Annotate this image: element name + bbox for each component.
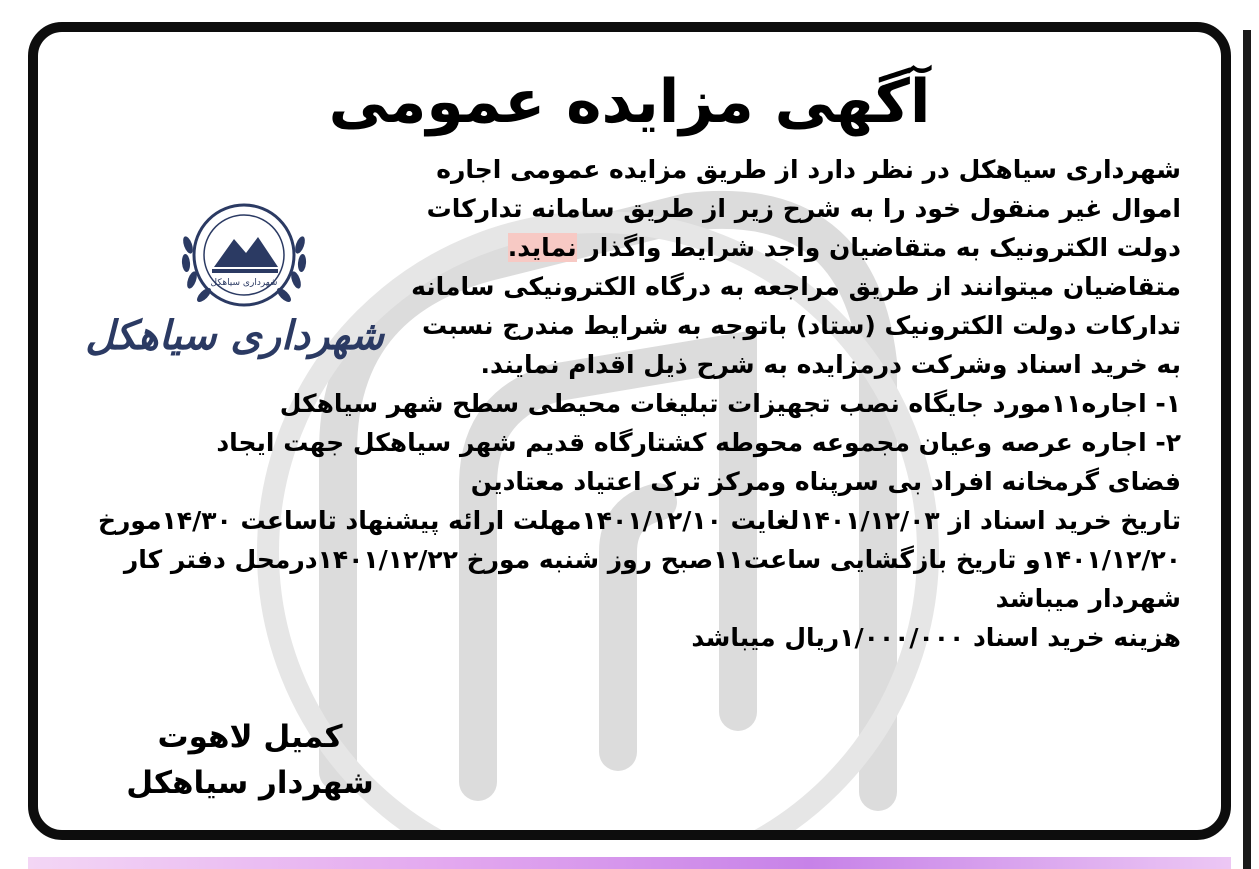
page-edge-bar	[1241, 0, 1259, 869]
body-line-2: اموال غیر منقول خود را به شرح زیر از طریق سامانه تدارکات	[426, 194, 1181, 223]
body-line-1: شهرداری سیاهکل در نظر دارد از طریق مزایده عمومی اجاره	[436, 155, 1181, 184]
bottom-color-strip	[28, 857, 1231, 869]
logo-seal-text: شهرداری سیاهکل	[210, 278, 278, 288]
body-line-3	[51, 228, 1181, 267]
page-edge-line	[1243, 30, 1251, 869]
signatory-name: کمیل لاهوت	[157, 719, 343, 755]
signatory-role: شهردار سیاهکل	[126, 765, 374, 801]
body-line-3-text: دولت الکترونیک به متقاضیان واجد شرایط واگذار	[585, 233, 1181, 262]
body-line-6: به خرید اسناد وشرکت درمزایده به شرح ذیل اقدام نمایند.	[480, 350, 1181, 379]
item-2-cont: فضای گرمخانه افراد بی سرپناه ومرکز ترک اعتیاد معتادین	[470, 467, 1181, 496]
notice-title: آگهی مزایده عمومی	[328, 67, 931, 137]
dates-line-3: شهردار میباشد	[995, 584, 1181, 613]
notice-body	[51, 150, 1181, 657]
body-line-4: متقاضیان میتوانند از طریق مراجعه به درگاه الکترونیکی سامانه	[411, 272, 1181, 301]
highlighted-word: نماید.	[507, 233, 577, 262]
body-line-5: تدارکات دولت الکترونیک (ستاد) باتوجه به شرایط مندرج نسبت	[422, 311, 1181, 340]
item-2: ۲- اجاره عرصه وعیان مجموعه محوطه کشتارگاه قدیم شهر سیاهکل جهت ایجاد	[216, 428, 1181, 457]
item-1: ۱- اجاره۱۱مورد جایگاه نصب تجهیزات تبلیغات محیطی سطح شهر سیاهکل	[279, 389, 1181, 418]
dates-line-1: تاریخ خرید اسناد از ۱۴۰۱/۱۲/۰۳لغایت ۱۴۰۱/۱۲/۱۰مهلت ارائه پیشنهاد تاساعت ۱۴/۳۰مورخ	[98, 506, 1181, 535]
notice-frame	[28, 22, 1231, 840]
signature-block	[100, 714, 400, 806]
fee-line: هزینه خرید اسناد ۱/۰۰۰/۰۰۰ریال میباشد	[691, 623, 1181, 652]
dates-line-2: ۱۴۰۱/۱۲/۲۰و تاریخ بازگشایی ساعت۱۱صبح روز شنبه مورخ ۱۴۰۱/۱۲/۲۲درمحل دفتر کار	[123, 545, 1181, 574]
logo-wordmark: شهرداری سیاهکل	[85, 312, 384, 359]
